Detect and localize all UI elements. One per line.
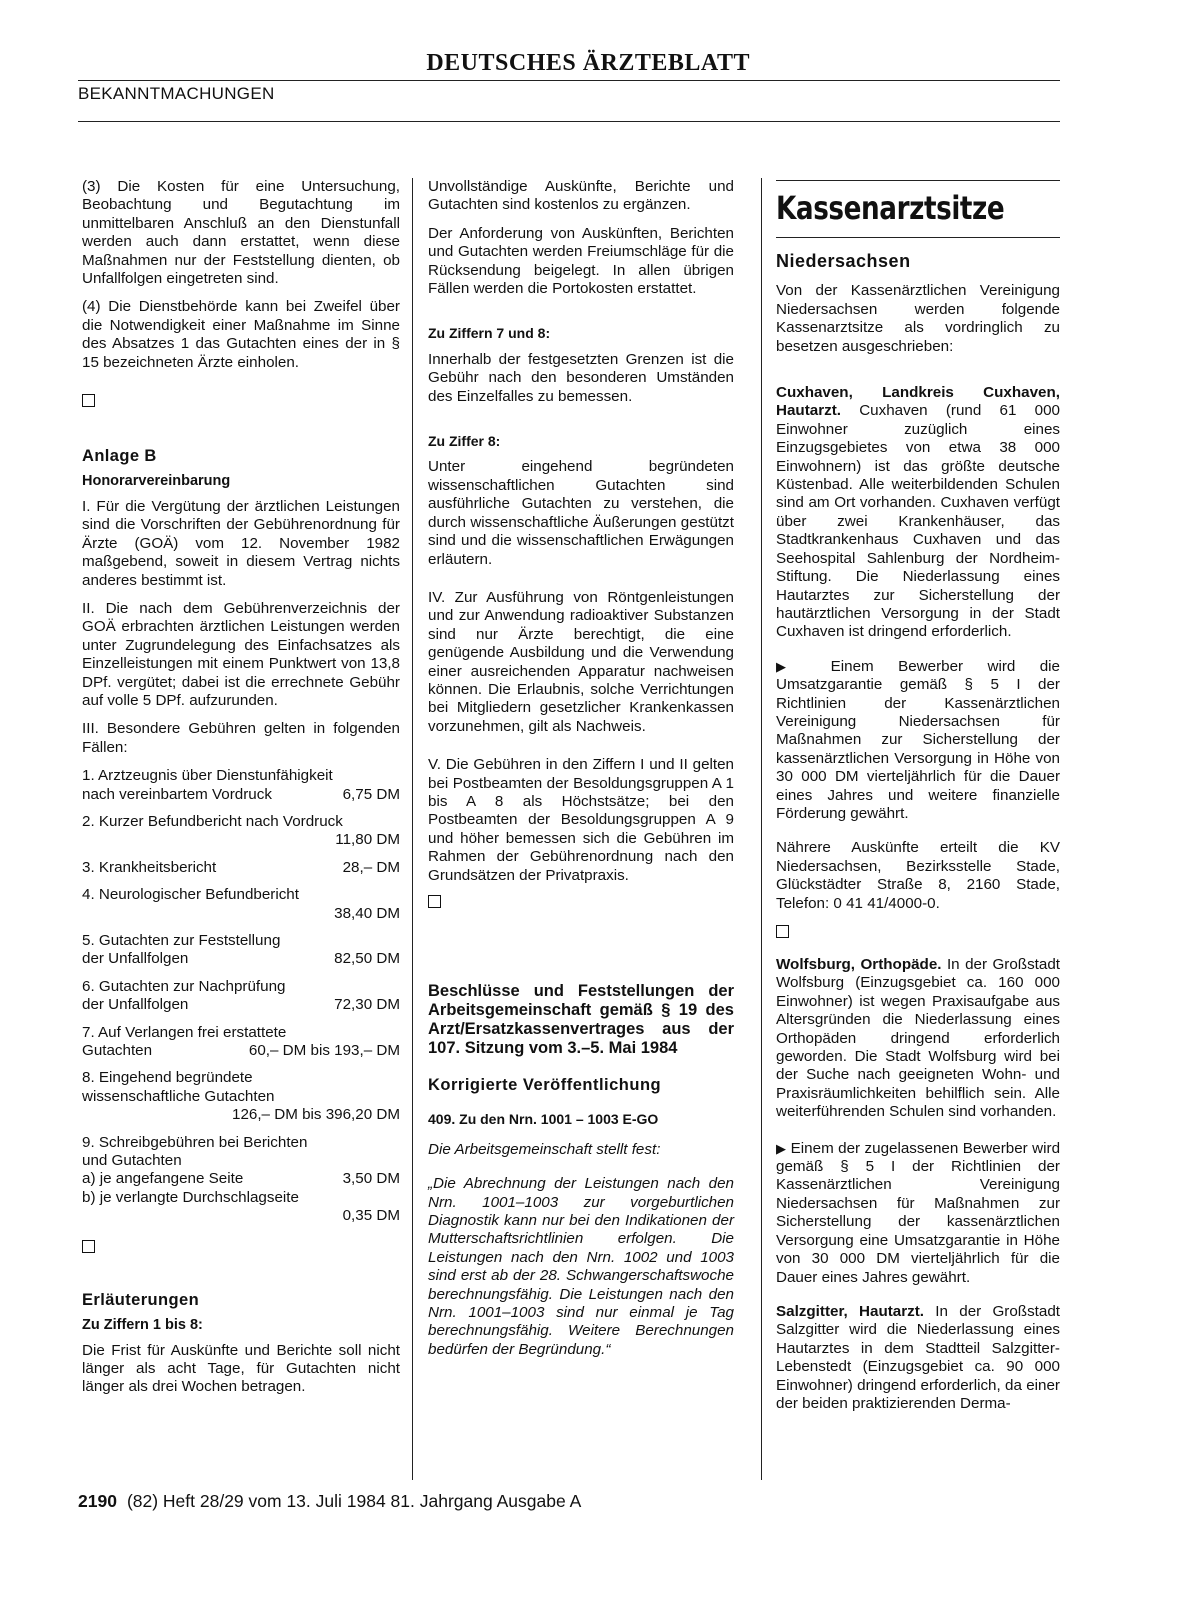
paragraph: I. Für die Vergütung der ärztlichen Leistungen sind die Vorschriften der Gebührenordnung für Ärzte (GOÄ) vom 12. November 1982 maßgebend, soweit in diesem Vertrag nichts anderes bestimmt ist.: [82, 497, 400, 589]
paragraph: Unvollständige Auskünfte, Berichte und Gutachten sind kostenlos zu ergänzen.: [428, 178, 734, 214]
column-2: [428, 178, 734, 1369]
footer: [78, 1491, 581, 1512]
region-heading: Niedersachsen: [776, 251, 911, 271]
paragraph: Der Anforderung von Auskünften, Berichten und Gutachten werden Freiumschläge für die Rücksendung beigelegt. In allen übrigen Fällen werden die Portokosten erstattet.: [428, 224, 734, 298]
page-number: 2190: [78, 1491, 117, 1511]
kassen-block: [776, 180, 1060, 227]
column-3: [776, 178, 1060, 1423]
arrow-icon: ▶: [776, 1140, 787, 1156]
paragraph: Nährere Auskünfte erteilt die KV Niedersachsen, Bezirksstelle Stade, Glückstädter Straße 8, 2160 Stade, Telefon: 0 41 41/4000-0.: [776, 839, 1060, 912]
paragraph: ▶ Einem der zugelassenen Bewerber wird gemäß § 5 I der Richtlinien der Kassenärztlichen Vereinigung Niedersachsen für Maßnahmen zur Sicherstellung der kassenärztlichen Versorgung eine Umsatzgarantie in Höhe von 30 000 DM vierteljährlich für die Dauer eines Jahres gewährt.: [776, 1139, 1061, 1286]
subheading: Honorarvereinbarung: [82, 473, 231, 490]
paragraph: (3) Die Kosten für eine Untersuchung, Beobachtung und Begutachtung im unmittelbaren Anschluß an den Dienstunfall werden auch dann erstattet, wenn diese Maßnahmen nur der Feststellung dienten, ob Unfallfolgen eingetreten sind.: [82, 178, 400, 288]
masthead-title: DEUTSCHES ÄRZTEBLATT: [426, 50, 750, 76]
paragraph: IV. Zur Ausführung von Röntgenleistungen und zur Anwendung radioaktiver Substanzen sind nur Ärzte berechtigt, die eine genügende Ausbildung und die Verwendung einer ausreichenden Apparatur nachweisen können. Die Erlaubnis, solche Verrichtungen bei Mitgliedern gesetzlicher Krankenkassen vorzunehmen, gilt als Nachweis.: [428, 588, 734, 735]
end-mark-box: [428, 895, 441, 908]
column-divider: [761, 178, 762, 1480]
kassen-title: Kassenarztsitze: [776, 189, 1005, 227]
fee-item: 9. Schreibgebühren bei Berichten und Gutachten a) je angefangene Seite 3,50 DM b) je verlangte Durchschlagseite 0,35 DM: [82, 1133, 400, 1225]
fee-item: 7. Auf Verlangen frei erstattete Gutachten 60,– DM bis 193,– DM: [82, 1023, 400, 1060]
subheading: Zu Ziffer 8:: [428, 433, 501, 450]
fee-item: 3. Krankheitsbericht 28,– DM: [82, 858, 400, 876]
divider: [776, 237, 1060, 238]
paragraph: Die Arbeitsgemeinschaft stellt fest:: [428, 1140, 661, 1158]
fee-item: 6. Gutachten zur Nachprüfung der Unfallfolgen 72,30 DM: [82, 977, 400, 1014]
listing-wolfsburg: Wolfsburg, Orthopäde. In der Großstadt Wolfsburg (Einzugsgebiet ca. 160 000 Einwohner) ist wegen Praxisaufgabe aus Altersgründen die Niederlassung eines Orthopäden dringend erforderlich geworden. Die Stadt Wolfsburg wird bei der Suche nach geeigneten Wohn- und Praxisräumlichkeiten behilflich sein. Alle weiterführenden Schulen sind vorhanden.: [776, 956, 1060, 1121]
fee-item: 2. Kurzer Befundbericht nach Vordruck 11,80 DM: [82, 812, 400, 849]
listing-salzgitter: Salzgitter, Hautarzt. In der Großstadt Salzgitter wird die Niederlassung eines Hautarztes in dem Stadtteil Salzgitter-Lebenstedt (Einzugsgebiet ca. 90 000 Einwohner) dringend erforderlich, da einer der beiden praktizierenden Derma-: [776, 1302, 1061, 1412]
header-rule: [78, 121, 1060, 122]
end-mark-box: [82, 394, 95, 407]
heading-beschluesse: Beschlüsse und Feststellungen der Arbeitsgemeinschaft gemäß § 19 des Arzt/Ersatzkassenvertrages aus der 107. Sitzung vom 3.–5. Mai 1984: [428, 982, 734, 1057]
paragraph: II. Die nach dem Gebührenverzeichnis der GOÄ erbrachten ärztlichen Leistungen werden unter Zugrundelegung des Einfachsatzes als Einzelleistungen mit einem Punktwert von 13,8 DPf. vergütet; dabei ist die errechnete Gebühr auf volle 5 DPf. aufzurunden.: [82, 599, 400, 709]
quote: „Die Abrechnung der Leistungen nach den Nrn. 1001–1003 zur vorgeburtlichen Diagnostik kann nur bei den Indikationen der Mutterschaftsrichtlinien erfolgen. Die Leistungen nach den Nrn. 1002 und 1003 sind erst ab der 28. Schwangerschaftswoche berechnungsfähig. Die Leistungen nach den Nrn. 1001–1003 sind nur einmal je Tag berechnungsfähig. Weitere Berechnungen bedürfen der Begründung.“: [428, 1175, 734, 1358]
fee-item: 4. Neurologischer Befundbericht 38,40 DM: [82, 886, 400, 922]
fee-item: 5. Gutachten zur Feststellung der Unfallfolgen 82,50 DM: [82, 932, 400, 968]
masthead: [78, 44, 1060, 81]
column-divider: [412, 178, 413, 1480]
issue-info: (82) Heft 28/29 vom 13. Juli 1984 81. Jahrgang Ausgabe A: [126, 1491, 582, 1511]
subheading: Zu Ziffern 7 und 8:: [428, 325, 551, 342]
paragraph: Innerhalb der festgesetzten Grenzen ist die Gebühr nach den besonderen Umständen des Einzelfalles zu bemessen.: [428, 350, 734, 405]
paragraph: Unter eingehend begründeten wissenschaftlichen Gutachten sind ausführliche Gutachten zu verstehen, die durch wissenschaftliche Äußerungen gestützt sind und die wissenschaftlichen Erwägungen erläutern.: [428, 458, 734, 568]
paragraph: Von der Kassenärztlichen Vereinigung Niedersachsen werden folgende Kassenarztsitze als vordringlich zu besetzen ausgeschrieben:: [776, 282, 1060, 355]
arrow-icon: ▶: [776, 658, 807, 674]
fee-item: 8. Eingehend begründete wissenschaftliche Gutachten 126,– DM bis 396,20 DM: [82, 1069, 400, 1124]
subheading-korrigiert: Korrigierte Veröffentlichung: [428, 1076, 662, 1094]
section-label: BEKANNTMACHUNGEN: [78, 84, 275, 103]
paragraph: V. Die Gebühren in den Ziffern I und II gelten bei Postbeamten der Besoldungsgruppen A 1 bis A 8 als Höchstsätze; bei den Postbeamten der Besoldungsgruppen A 9 und höher bemessen sich die Gebühren im Rahmen der Gebührenordnung nach den Grundsätzen der Privatpraxis.: [428, 756, 734, 884]
end-mark-box: [776, 925, 789, 938]
subheading: Zu Ziffern 1 bis 8:: [82, 1317, 203, 1334]
paragraph: III. Besondere Gebühren gelten in folgenden Fällen:: [82, 720, 400, 756]
paragraph: Die Frist für Auskünfte und Berichte soll nicht länger als acht Tage, für Gutachten nicht länger als drei Wochen betragen.: [82, 1341, 400, 1396]
heading-anlage: Anlage B: [82, 447, 157, 466]
heading-erlaeuterungen: Erläuterungen: [82, 1290, 200, 1309]
end-mark-box: [82, 1240, 95, 1253]
fee-item: 1. Arztzeugnis über Dienstunfähigkeit nach vereinbartem Vordruck 6,75 DM: [82, 767, 400, 803]
paragraph: (4) Die Dienstbehörde kann bei Zweifel über die Notwendigkeit einer Maßnahme im Sinne des Absatzes 1 das Gutachten eines der in § 15 bezeichneten Ärzte einholen.: [82, 298, 400, 371]
column-1: [82, 178, 400, 1407]
subheading-nrn: 409. Zu den Nrn. 1001 – 1003 E-GO: [428, 1111, 659, 1128]
listing-cuxhaven: Cuxhaven, Landkreis Cuxhaven, Hautarzt. Cuxhaven (rund 61 000 Einwohner zuzüglich eines Einzugsgebietes von etwa 38 000 Einwohnern) ist das größte deutsche Küstenbad. Alle weiterbildenden Schulen sind am Ort vorhanden. Cuxhaven verfügt über zwei Krankenhäuser, das Stadtkrankenhaus Cuxhaven und das Seehospital Sahlenburg der Nordheim-Stiftung. Die Niederlassung eines Hautarztes zur Sicherstellung der hautärztlichen Versorgung in der Stadt Cuxhaven ist dringend erforderlich.: [776, 384, 1060, 641]
paragraph: ▶ Einem Bewerber wird die Umsatzgarantie gemäß § 5 I der Richtlinien der Kassenärztlichen Vereinigung Niedersachsen für Maßnahmen zur Sicherstellung der kassenärztlichen Versorgung in Höhe von 30 000 DM vierteljährlich für die Dauer eines Jahres und weitere finanzielle Förderung gewährt.: [776, 657, 1061, 822]
